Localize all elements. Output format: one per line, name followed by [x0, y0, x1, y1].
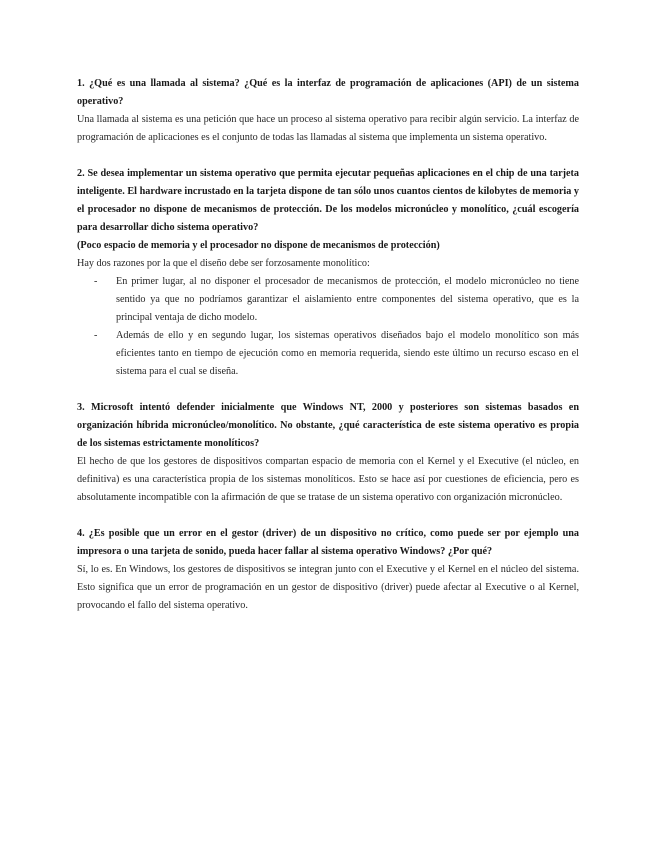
section-2 [77, 165, 579, 381]
bullet-dash: - [94, 330, 98, 341]
section-4 [77, 525, 579, 615]
question-2: 2. Se desea implementar un sistema operativo que permita ejecutar pequeñas aplicaciones en el chip de una tarjeta inteligente. El hardware incrustado en la tarjeta dispone de tan sólo unos cuantos cientos de kilobytes de memoria y el procesador no dispone de mecanismos de protección. De los modelos micronúcleo y monolítico, ¿cuál escogería para desarrollar dicho sistema operativo? [77, 168, 579, 233]
bullet-dash: - [94, 276, 98, 287]
answer-2-intro: Hay dos razones por la que el diseño debe ser forzosamente monolítico: [77, 258, 370, 269]
answer-3: El hecho de que los gestores de dispositivos compartan espacio de memoria con el Kernel y el Executive (el núcleo, en definitiva) es una característica propia de los sistemas monolíticos. Esto se hace así por cuestiones de eficiencia, pero es absolutamente incompatible con la afirmación de que se tratase de un sistema operativo con organización micronúcleo. [77, 456, 579, 503]
section-1 [77, 75, 579, 147]
question-3: 3. Microsoft intentó defender inicialmente que Windows NT, 2000 y posteriores son sistemas basados en organización híbrida micronúcleo/monolítico. No obstante, ¿qué característica de este sistema operativo es propia de los sistemas estrictamente monolíticos? [77, 402, 579, 449]
answer-1: Una llamada al sistema es una petición que hace un proceso al sistema operativo para recibir algún servicio. La interfaz de programación de aplicaciones es el conjunto de todas las llamadas al sistema que implementa un sistema operativo. [77, 114, 579, 143]
question-4: 4. ¿Es posible que un error en el gestor (driver) de un dispositivo no crítico, como puede ser por ejemplo una impresora o una tarjeta de sonido, pueda hacer fallar al sistema operativo Windows? ¿Por qué? [77, 528, 579, 557]
document-page [77, 75, 579, 633]
question-2-note: (Poco espacio de memoria y el procesador no dispone de mecanismos de protección) [77, 240, 440, 251]
section-3 [77, 399, 579, 507]
list-item [77, 327, 579, 381]
answer-4: Sí, lo es. En Windows, los gestores de dispositivos se integran junto con el Executive y el Kernel en el núcleo del sistema. Esto significa que un error de programación en un gestor de dispositivo (driver) puede afectar al Executive o al Kernel, provocando el fallo del sistema operativo. [77, 564, 579, 611]
list-item-text: Además de ello y en segundo lugar, los sistemas operativos diseñados bajo el modelo monolítico son más eficientes tanto en tiempo de ejecución como en memoria requerida, siendo este último un recurso escaso en el sistema para el cual se diseña. [116, 330, 579, 377]
question-1: 1. ¿Qué es una llamada al sistema? ¿Qué es la interfaz de programación de aplicaciones (API) de un sistema operativo? [77, 78, 579, 107]
list-item-text: En primer lugar, al no disponer el procesador de mecanismos de protección, el modelo micronúcleo no tiene sentido ya que no podríamos garantizar el aislamiento entre componentes del sistema operativo, que es la principal ventaja de dicho modelo. [116, 276, 579, 323]
answer-2-bullet-list [77, 273, 579, 381]
list-item [77, 273, 579, 327]
